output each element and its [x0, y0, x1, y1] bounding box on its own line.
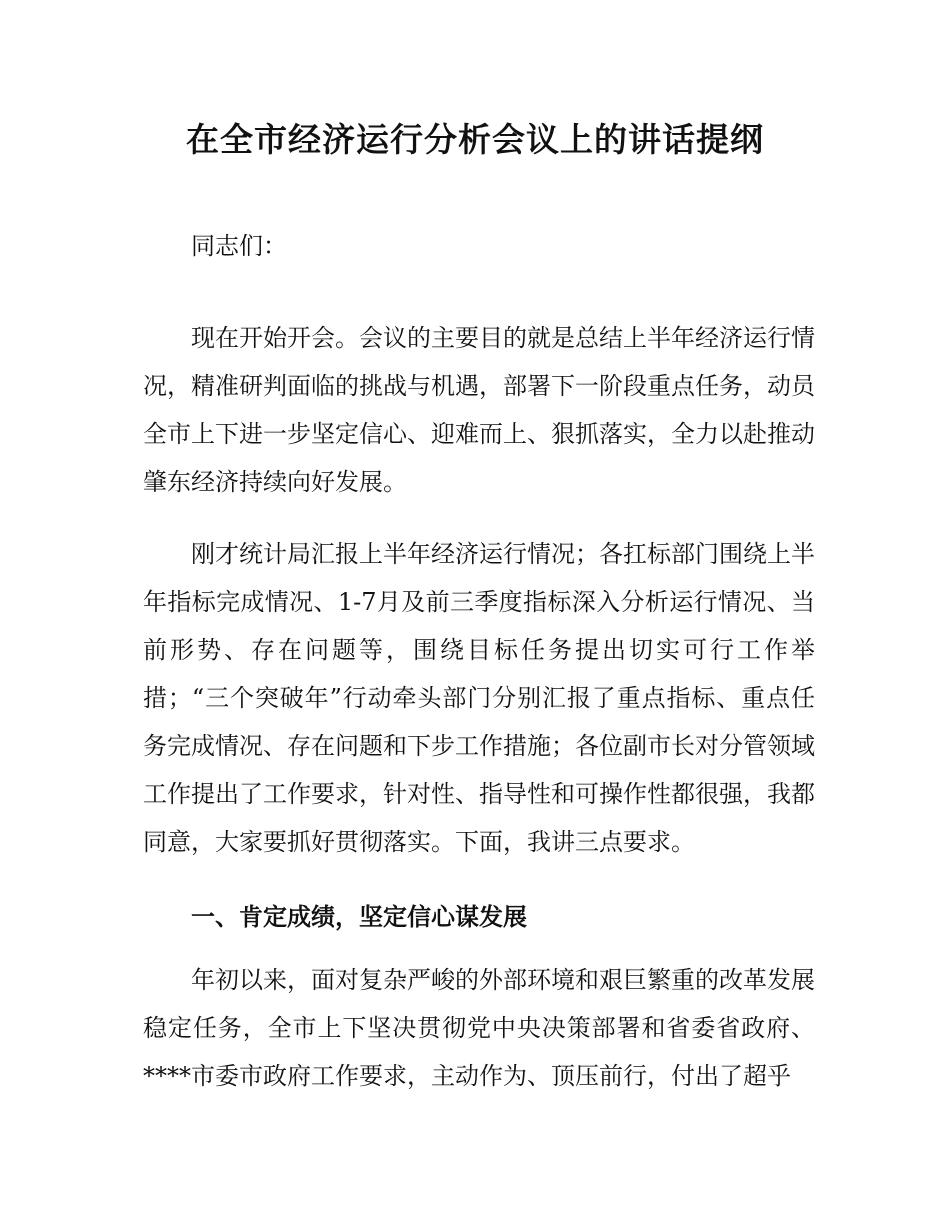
- section-heading-1: 一、肯定成绩，坚定信心谋发展: [191, 903, 527, 931]
- paragraph-reports-summary: 刚才统计局汇报上半年经济运行情况；各扛标部门围绕上半年指标完成情况、1-7月及前三季度指标深入分析运行情况、当前形势、存在问题等，围绕目标任务提出切实可行工作举措；“三个突破年”行动牵头部门分别汇报了重点指标、重点任务完成情况、存在问题和下步工作措施；各位副市长对分管领域工作提出了工作要求，针对性、指导性和可操作性都很强，我都同意，大家要抓好贯彻落实。下面，我讲三点要求。: [143, 540, 815, 856]
- salutation: 同志们：: [191, 232, 287, 260]
- paragraph-opening: 现在开始开会。会议的主要目的就是总结上半年经济运行情况，精准研判面临的挑战与机遇，部署下一阶段重点任务，动员全市上下进一步坚定信心、迎难而上、狠抓落实，全力以赴推动肇东经济持续向好发展。: [143, 324, 815, 496]
- paragraph-section-1: 年初以来，面对复杂严峻的外部环境和艰巨繁重的改革发展稳定任务，全市上下坚决贯彻党中央决策部署和省委省政府、****市委市政府工作要求，主动作为、顶压前行，付出了超乎: [143, 966, 815, 1090]
- document-title: 在全市经济运行分析会议上的讲话提纲: [186, 120, 764, 159]
